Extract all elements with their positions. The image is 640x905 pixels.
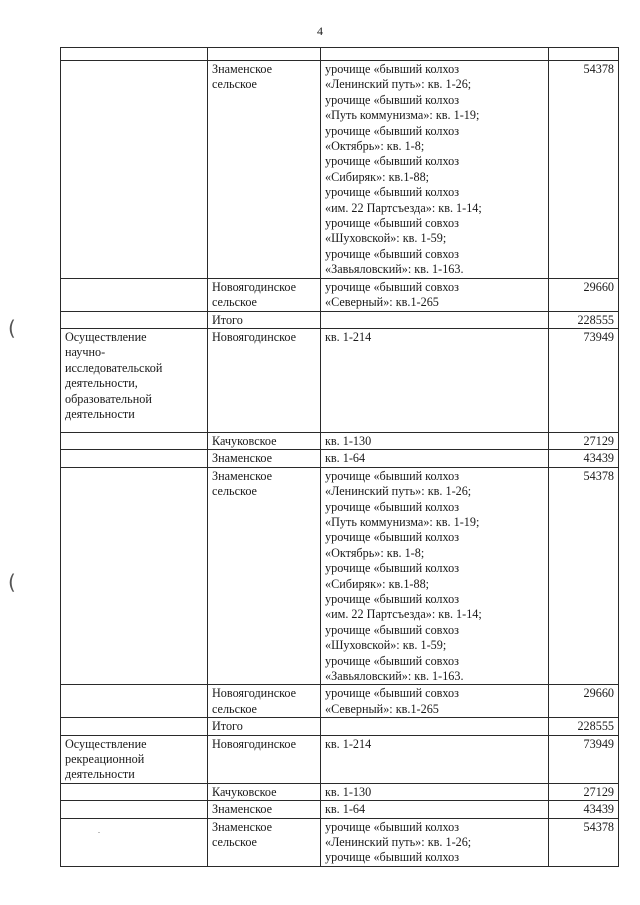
page-number: 4 — [317, 24, 323, 38]
purpose-cell — [61, 818, 208, 866]
table-row — [61, 311, 619, 328]
table-row — [61, 467, 619, 685]
location-cell: кв. 1-130 — [321, 432, 549, 449]
location-cell: кв. 1-214 — [321, 735, 549, 783]
area-cell: 27129 — [549, 432, 619, 449]
purpose-cell — [61, 467, 208, 685]
settlement-cell: Новоягодинское сельское — [208, 685, 321, 718]
settlement-cell: Знаменское сельское — [208, 467, 321, 685]
purpose-cell — [61, 432, 208, 449]
purpose-cell — [61, 48, 208, 61]
area-cell: 73949 — [549, 735, 619, 783]
purpose-cell — [61, 783, 208, 800]
margin-bracket-mark: ( — [8, 570, 16, 594]
settlement-cell: Итого — [208, 718, 321, 735]
location-cell: урочище «бывший колхоз «Ленинский путь»: кв. 1-26; урочище «бывший колхоз — [321, 818, 549, 866]
purpose-cell — [61, 61, 208, 279]
table-row — [61, 432, 619, 449]
area-cell: 54378 — [549, 467, 619, 685]
purpose-cell — [61, 278, 208, 311]
location-cell: урочище «бывший совхоз «Северный»: кв.1-265 — [321, 278, 549, 311]
area-cell: 43439 — [549, 450, 619, 467]
area-cell: 73949 — [549, 328, 619, 432]
area-cell: 43439 — [549, 801, 619, 818]
margin-bracket-mark: ( — [8, 316, 16, 340]
location-cell: кв. 1-130 — [321, 783, 549, 800]
table-body — [61, 48, 619, 867]
location-cell: урочище «бывший колхоз «Ленинский путь»: кв. 1-26; урочище «бывший колхоз «Путь коммунизма»: кв. 1-19; урочище «бывший колхоз «Октябрь»: кв. 1-8; урочище «бывший колхоз «Сибиряк»: кв.1-88; урочище «бывший колхоз «им. 22 Партсъезда»: кв. 1-14; урочище «бывший совхоз «Шуховской»: кв. 1-59; урочище «бывший совхоз «Завьяловский»: кв. 1-163. — [321, 61, 549, 279]
area-cell: 54378 — [549, 818, 619, 866]
table-row — [61, 328, 619, 432]
settlement-cell: Знаменское — [208, 801, 321, 818]
settlement-cell: Итого — [208, 311, 321, 328]
area-cell — [549, 48, 619, 61]
table-row — [61, 61, 619, 279]
location-cell: урочище «бывший колхоз «Ленинский путь»: кв. 1-26; урочище «бывший колхоз «Путь коммунизма»: кв. 1-19; урочище «бывший колхоз «Октябрь»: кв. 1-8; урочище «бывший колхоз «Сибиряк»: кв.1-88; урочище «бывший колхоз «им. 22 Партсъезда»: кв. 1-14; урочище «бывший совхоз «Шуховской»: кв. 1-59; урочище «бывший совхоз «Завьяловский»: кв. 1-163. — [321, 467, 549, 685]
table-row — [61, 783, 619, 800]
stray-mark: . — [98, 826, 100, 835]
location-cell — [321, 718, 549, 735]
settlement-cell — [208, 48, 321, 61]
table-row — [61, 278, 619, 311]
table-row — [61, 48, 619, 61]
settlement-cell: Новоягодинское сельское — [208, 278, 321, 311]
location-cell: кв. 1-214 — [321, 328, 549, 432]
settlement-cell: Качуковское — [208, 432, 321, 449]
location-cell — [321, 48, 549, 61]
settlement-cell: Знаменское сельское — [208, 61, 321, 279]
location-cell: кв. 1-64 — [321, 450, 549, 467]
table-row — [61, 818, 619, 866]
area-cell: 54378 — [549, 61, 619, 279]
area-cell: 29660 — [549, 278, 619, 311]
purpose-cell: Осуществление научно- исследовательской деятельности, образовательной деятельности — [61, 328, 208, 432]
purpose-cell — [61, 801, 208, 818]
purpose-cell: Осуществление рекреационной деятельности — [61, 735, 208, 783]
purpose-cell — [61, 718, 208, 735]
purpose-cell — [61, 450, 208, 467]
table-row — [61, 735, 619, 783]
land-allocation-table — [60, 47, 619, 867]
settlement-cell: Знаменское — [208, 450, 321, 467]
table-row — [61, 450, 619, 467]
location-cell: урочище «бывший совхоз «Северный»: кв.1-265 — [321, 685, 549, 718]
table-row — [61, 685, 619, 718]
area-cell: 29660 — [549, 685, 619, 718]
location-cell: кв. 1-64 — [321, 801, 549, 818]
area-cell: 27129 — [549, 783, 619, 800]
purpose-cell — [61, 685, 208, 718]
settlement-cell: Знаменское сельское — [208, 818, 321, 866]
table-row — [61, 801, 619, 818]
settlement-cell: Качуковское — [208, 783, 321, 800]
purpose-cell — [61, 311, 208, 328]
area-cell: 228555 — [549, 718, 619, 735]
settlement-cell: Новоягодинское — [208, 328, 321, 432]
location-cell — [321, 311, 549, 328]
table-row — [61, 718, 619, 735]
settlement-cell: Новоягодинское — [208, 735, 321, 783]
area-cell: 228555 — [549, 311, 619, 328]
